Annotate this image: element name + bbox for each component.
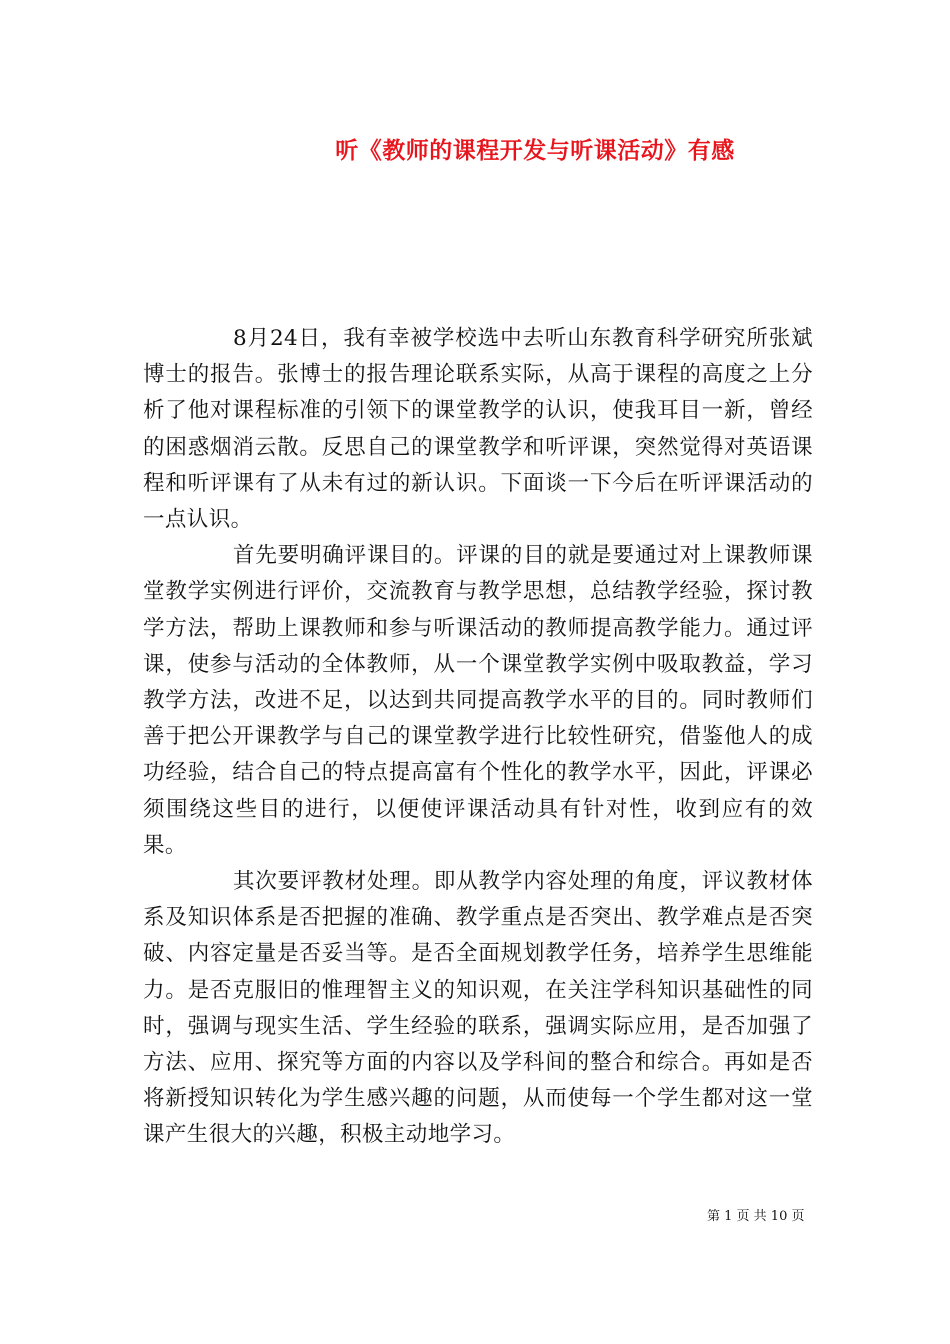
paragraph-3: 其次要评教材处理。即从教学内容处理的角度，评议教材体系及知识体系是否把握的准确、教学重点是否突出、教学难点是否突破、内容定量是否妥当等。是否全面规划教学任务，培养学生思维能力。是否克服旧的惟理智主义的知识观，在关注学科知识基础性的同时，强调与现实生活、学生经验的联系，强调实际应用，是否加强了方法、应用、探究等方面的内容以及学科间的整合和综合。再如是否将新授知识转化为学生感兴趣的问题，从而使每一个学生都对这一堂课产生很大的兴趣，积极主动地学习。 — [143, 869, 813, 1148]
paragraph-2: 首先要明确评课目的。评课的目的就是要通过对上课教师课堂教学实例进行评价，交流教育与教学思想，总结教学经验，探讨教学方法，帮助上课教师和参与听课活动的教师提高教学能力。通过评课，使参与活动的全体教师，从一个课堂教学实例中吸取教益，学习教学方法，改进不足，以达到共同提高教学水平的目的。同时教师们善于把公开课教学与自己的课堂教学进行比较性研究，借鉴他人的成功经验，结合自己的特点提高富有个性化的教学水平，因此，评课必须围绕这些目的进行，以便使评课活动具有针对性，收到应有的效果。 — [143, 543, 813, 858]
document-title: 听《教师的课程开发与听课活动》有感 — [335, 137, 735, 164]
paragraph-1: 8月24日，我有幸被学校选中去听山东教育科学研究所张斌博士的报告。张博士的报告理论联系实际，从高于课程的高度之上分析了他对课程标准的引领下的课堂教学的认识，使我耳目一新，曾经的困惑烟消云散。反思自己的课堂教学和听评课，突然觉得对英语课程和听评课有了从未有过的新认识。下面谈一下今后在听评课活动的一点认识。 — [143, 326, 813, 533]
page-number: 第 1 页 共 10 页 — [707, 1209, 805, 1224]
document-body — [143, 321, 813, 1154]
